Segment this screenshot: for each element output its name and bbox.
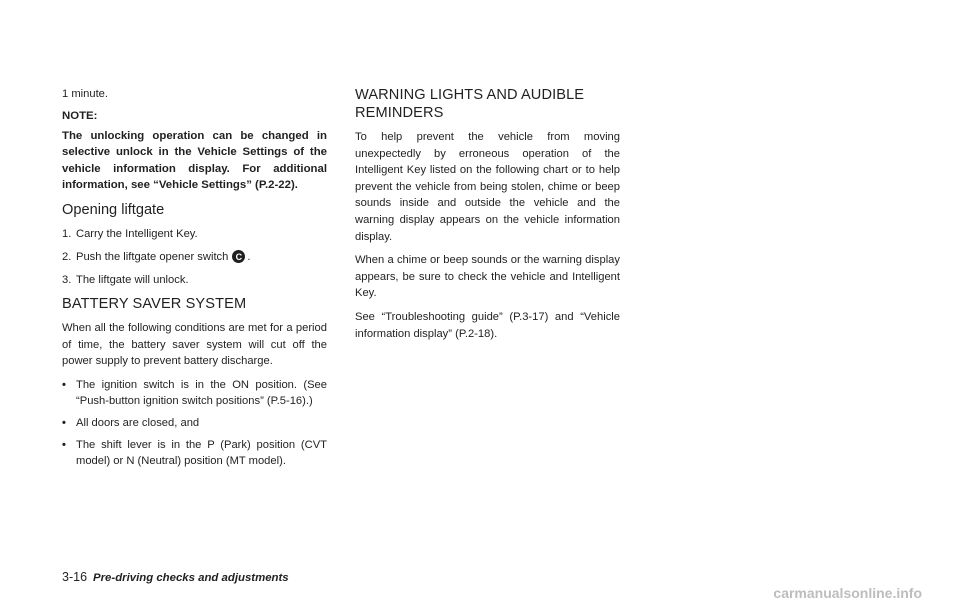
section-title: Pre-driving checks and adjustments xyxy=(93,572,289,584)
page-footer xyxy=(62,570,289,584)
page-number: 3-16 xyxy=(62,570,88,584)
list-item-text: All doors are closed, and xyxy=(76,416,200,429)
note-label: NOTE: xyxy=(62,109,98,122)
note-text: The unlocking operation can be changed in selective unlock in the Vehicle Settings of the vehicle information display. For additional information, see “Vehicle Settings” (P.2-22). xyxy=(62,129,327,192)
step-text: The liftgate will unlock. xyxy=(76,273,189,286)
bullet-icon: • xyxy=(62,416,66,429)
step-text: Push the liftgate opener switch xyxy=(76,250,229,263)
bullet-icon: • xyxy=(62,378,66,391)
warning-lights-heading: WARNING LIGHTS AND AUDIBLE REMINDERS xyxy=(355,87,585,121)
list-item-text: The shift lever is in the P (Park) position (CVT model) or N (Neutral) position (MT model). xyxy=(76,438,327,468)
list-item xyxy=(62,437,327,470)
list-item-text: The ignition switch is in the ON position. (See “Push-button ignition switch positions” (P.5-16).) xyxy=(76,378,327,408)
battery-saver-text: When all the following conditions are met for a period of time, the battery saver system will cut off the power supply to prevent battery discharge. xyxy=(62,321,327,368)
warning-text-3: See “Troubleshooting guide” (P.3-17) and “Vehicle information display” (P.2-18). xyxy=(355,310,620,340)
step-3 xyxy=(62,272,327,288)
step-number: 3. xyxy=(62,273,72,286)
step-1 xyxy=(62,226,327,242)
warning-text-2: When a chime or beep sounds or the warning display appears, be sure to check the vehicle and Intelligent Key. xyxy=(355,254,620,300)
step-number: 2. xyxy=(62,250,72,263)
opening-liftgate-heading: Opening liftgate xyxy=(62,201,165,218)
battery-saver-heading: BATTERY SAVER SYSTEM xyxy=(62,295,247,312)
watermark: carmanualsonline.info xyxy=(773,585,922,601)
step-text: Carry the Intelligent Key. xyxy=(76,227,198,240)
step-number: 1. xyxy=(62,227,72,240)
intro-text: 1 minute. xyxy=(62,88,109,100)
callout-c-icon: C xyxy=(232,250,245,263)
list-item xyxy=(62,415,327,432)
warning-text-1: To help prevent the vehicle from moving unexpectedly by erroneous operation of the Intelligent Key listed on the following chart or to help prevent the vehicle from being stolen, chime or beep sounds inside and outside the vehicle and the warning display appears on the vehicle information display. xyxy=(355,131,620,243)
list-item xyxy=(62,377,327,410)
left-column xyxy=(62,86,327,475)
bullet-icon: • xyxy=(62,438,66,451)
step-2 xyxy=(62,249,327,265)
right-column xyxy=(355,86,620,349)
step-suffix: . xyxy=(247,250,251,263)
